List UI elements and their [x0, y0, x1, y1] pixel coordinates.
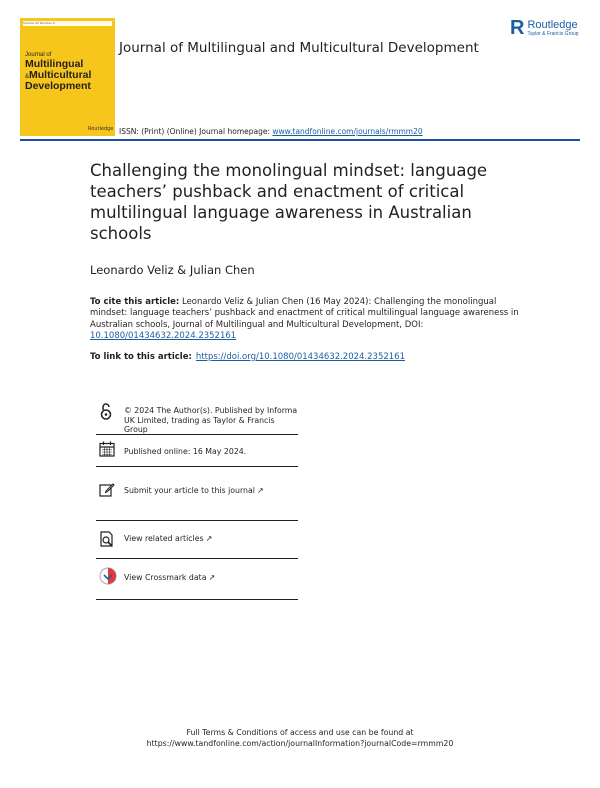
routledge-r-icon: R	[510, 16, 525, 39]
cover-volume-strip: Volume 45 Number 6	[23, 21, 112, 26]
published-row	[96, 435, 298, 467]
issn-label: ISSN: (Print) (Online) Journal homepage:	[119, 127, 271, 136]
journal-title: Journal of Multilingual and Multicultural Development	[119, 40, 479, 56]
issn-line	[119, 127, 423, 136]
submit-article-link[interactable]: Submit your article to this journal ↗	[124, 486, 264, 495]
external-link-icon: ↗	[205, 534, 213, 543]
view-crossmark-link[interactable]: View Crossmark data ↗	[124, 573, 216, 582]
cover-title-line2: &Multicultural	[25, 68, 92, 81]
citation-text: Leonardo Veliz & Julian Chen (16 May 2024): Challenging the monolingual mindset: language teachers’ pushback and enactment of critical multilingual language awareness in Australian schools, Journal of Multilingual and Multicultural Development, DOI:	[90, 297, 519, 330]
journal-homepage-link[interactable]: www.tandfonline.com/journals/rmmm20	[272, 127, 423, 136]
related-articles-icon	[99, 531, 117, 549]
external-link-icon: ↗	[208, 573, 216, 582]
open-access-icon	[99, 402, 117, 420]
article-title: Challenging the monolingual mindset: language teachers’ pushback and enactment of critical multilingual language awareness in Australian schools	[90, 161, 488, 243]
header-divider	[20, 139, 580, 141]
article-url-link[interactable]: https://doi.org/10.1080/01434632.2024.2352161	[195, 352, 405, 362]
footer-terms-text: Full Terms & Conditions of access and use can be found at	[186, 728, 414, 737]
related-row[interactable]	[96, 521, 298, 559]
calendar-icon	[99, 441, 117, 459]
link-label: To link to this article:	[90, 352, 192, 362]
cover-title-line1: Multilingual	[25, 58, 84, 70]
crossmark-row[interactable]	[96, 559, 298, 600]
cover-title	[25, 52, 91, 91]
crossmark-icon	[99, 567, 117, 585]
article-authors: Leonardo Veliz & Julian Chen	[90, 263, 255, 277]
cover-title-small: Journal of	[25, 52, 52, 58]
cover-title-line3: Development	[25, 79, 91, 92]
license-row	[96, 400, 298, 435]
footer-terms-link[interactable]: https://www.tandfonline.com/action/journalInformation?journalCode=rmmm20	[146, 739, 454, 748]
license-text: © 2024 The Author(s). Published by Informa UK Limited, trading as Taylor & Francis Group	[124, 406, 298, 434]
cover-publisher-logo: Routledge	[88, 126, 114, 132]
publisher-name: Routledge Taylor & Francis Group	[527, 18, 579, 37]
submit-row[interactable]	[96, 467, 298, 521]
citation	[90, 297, 530, 342]
view-related-articles-link[interactable]: View related articles ↗	[124, 534, 213, 543]
article-link	[90, 352, 405, 363]
external-link-icon: ↗	[256, 486, 264, 495]
journal-cover-image	[20, 18, 115, 136]
publisher-logo	[510, 16, 579, 40]
footer	[0, 727, 600, 749]
published-date: Published online: 16 May 2024.	[124, 447, 247, 456]
edit-pencil-icon	[99, 482, 117, 500]
article-info-panel	[96, 400, 298, 600]
doi-link[interactable]: 10.1080/01434632.2024.2352161	[90, 330, 237, 341]
citation-label: To cite this article:	[90, 297, 180, 307]
